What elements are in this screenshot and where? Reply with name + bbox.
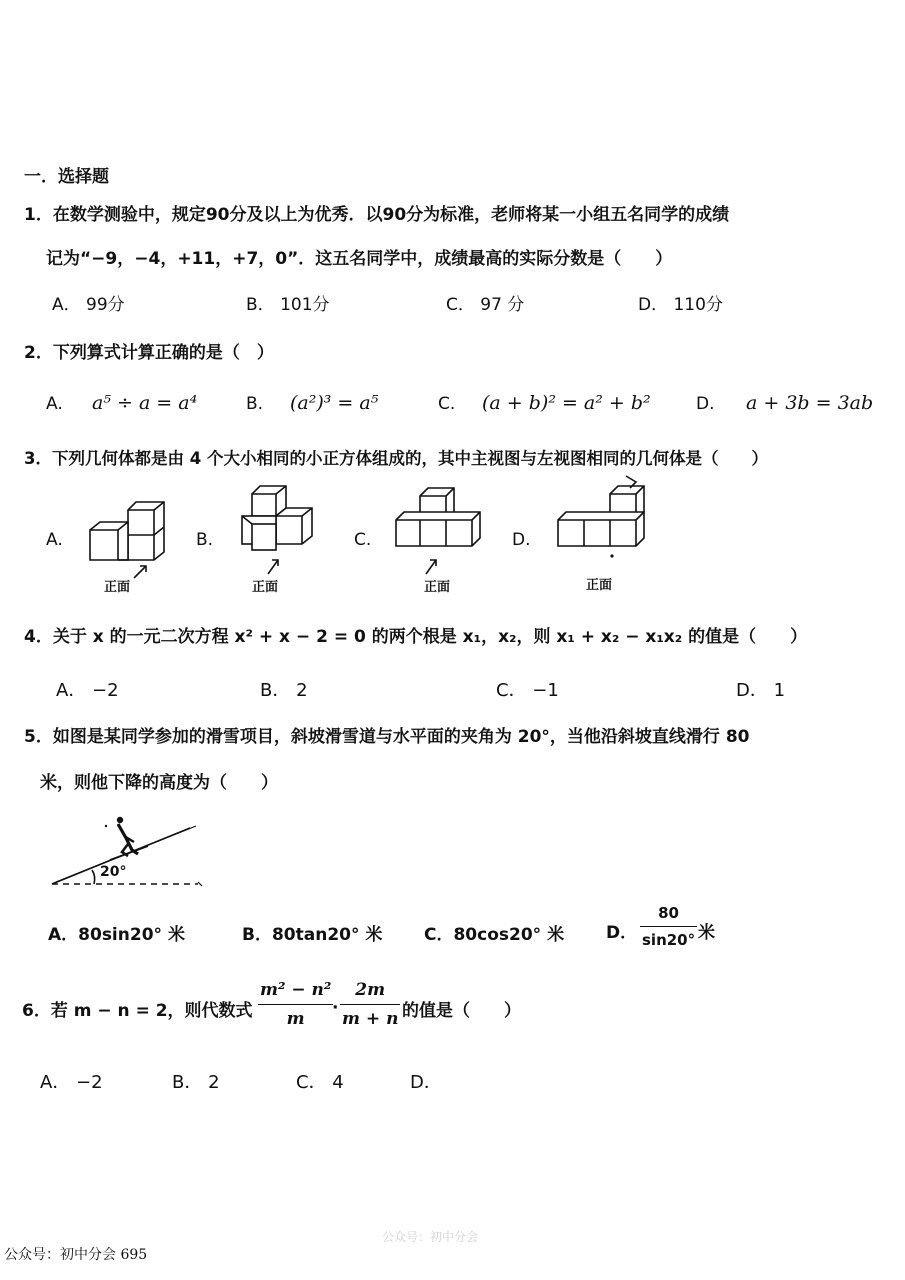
q3-front-label-a: 正面 xyxy=(104,580,131,595)
q3-front-label-c: 正面 xyxy=(424,580,451,595)
q5-line1: 5．如图是某同学参加的滑雪项目，斜坡滑雪道与水平面的夹角为 20°，当他沿斜坡直线滑行 80 xyxy=(24,727,750,747)
q3-figure-b xyxy=(238,482,318,582)
q3-label-b: B. xyxy=(196,530,214,550)
q3-stem: 3．下列几何体都是由 4 个大小相同的小正方体组成的，其中主视图与左视图相同的几何体是（ ） xyxy=(24,449,768,468)
q2-label-c: C. xyxy=(438,394,456,414)
q4-option-a: A． −2 xyxy=(56,680,119,701)
q6-dot: · xyxy=(332,998,339,1018)
q6-frac2-denominator: m + n xyxy=(342,1009,399,1029)
q4-stem: 4．关于 x 的一元二次方程 x² + x − 2 = 0 的两个根是 x₁，x₂，则 x₁ + x₂ − x₁x₂ 的值是（ ） xyxy=(24,627,808,647)
q2-formula-a: a⁵ ÷ a = a⁴ xyxy=(92,392,198,414)
q5-option-d-denominator: sin20° xyxy=(642,931,696,949)
q2-formula-b: (a²)³ = a⁵ xyxy=(290,392,379,414)
q1-option-d: D． 110分 xyxy=(638,295,723,315)
q6-option-d: D． xyxy=(410,1072,442,1093)
q2-formula-c: (a + b)² = a² + b² xyxy=(482,392,651,414)
q6-option-b: B． 2 xyxy=(172,1072,220,1093)
q1-line2: 记为“−9，−4，+11，+7，0”．这五名同学中，成绩最高的实际分数是（ ） xyxy=(46,249,673,269)
q6-fraction-1 xyxy=(258,980,333,1029)
q3-label-a: A. xyxy=(46,530,63,550)
q1-option-b: B． 101分 xyxy=(246,295,330,315)
q5-option-b: B．80tan20° 米 xyxy=(242,925,383,945)
q2-label-a: A. xyxy=(46,394,63,414)
q5-slope-figure xyxy=(48,814,218,894)
q5-option-d-fraction xyxy=(640,904,697,949)
q5-option-d xyxy=(606,918,637,943)
q2-formula-d: a + 3b = 3ab xyxy=(746,392,874,414)
q5-option-d-label: D． xyxy=(606,923,638,943)
skier-icon xyxy=(105,817,148,860)
q3-label-d: D. xyxy=(512,530,531,550)
q6-frac1-numerator: m² − n² xyxy=(258,980,333,1005)
q1-option-a: A． 99分 xyxy=(52,295,125,315)
q6-option-c: C． 4 xyxy=(296,1072,344,1093)
footer-account: 公众号：初中分会 695 xyxy=(4,1247,148,1263)
q4-option-b: B． 2 xyxy=(260,680,308,701)
q3-front-label-b: 正面 xyxy=(252,580,279,595)
section-title: 一．选择题 xyxy=(24,167,109,187)
q4-option-c: C． −1 xyxy=(496,680,559,701)
q3-label-c: C. xyxy=(354,530,372,550)
q6-option-a: A． −2 xyxy=(40,1072,103,1093)
q3-figure-a xyxy=(88,482,168,582)
q1-line1: 1．在数学测验中，规定90分及以上为优秀．以90分为标准，老师将某一小组五名同学的成绩 xyxy=(24,205,730,225)
q5-option-c: C．80cos20° 米 xyxy=(424,925,565,945)
q3-figure-c xyxy=(394,482,494,582)
q5-option-d-numerator: 80 xyxy=(640,904,697,927)
q4-option-d: D． 1 xyxy=(736,680,786,701)
watermark: 公众号：初中分会 xyxy=(382,1230,479,1244)
q5-option-a: A．80sin20° 米 xyxy=(48,925,185,945)
q3-figure-d xyxy=(556,472,656,572)
q5-option-d-unit: 米 xyxy=(698,923,715,943)
q2-stem: 2．下列算式计算正确的是（ ） xyxy=(24,343,274,363)
q3-front-label-d: 正面 xyxy=(586,578,613,593)
q6-frac2-numerator: 2m xyxy=(340,980,400,1005)
q5-line2: 米，则他下降的高度为（ ） xyxy=(40,773,278,793)
q5-angle-label: 20° xyxy=(100,864,127,880)
q6-frac1-denominator: m xyxy=(286,1009,305,1029)
q1-option-c: C． 97 分 xyxy=(446,295,525,315)
q6-fraction-2 xyxy=(340,980,400,1029)
q6-prefix: 6．若 m − n = 2，则代数式 xyxy=(22,1001,253,1021)
q6-suffix: 的值是（ ） xyxy=(402,1001,521,1021)
q2-label-d: D. xyxy=(696,394,715,414)
q2-label-b: B. xyxy=(246,394,264,414)
